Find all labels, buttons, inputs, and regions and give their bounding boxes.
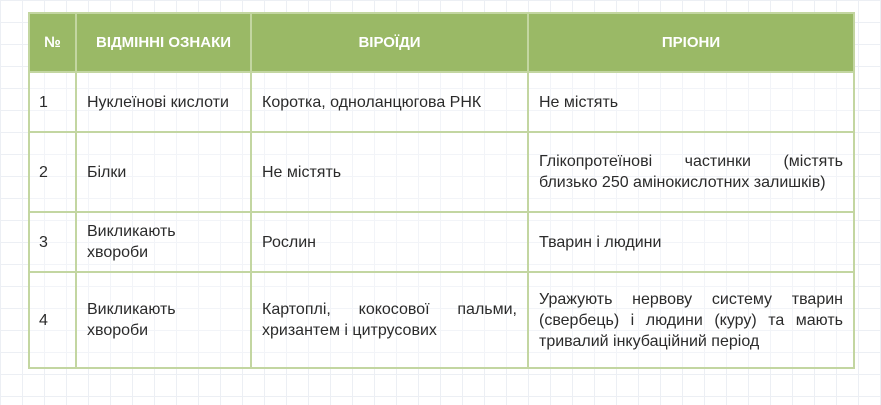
table-row: [29, 272, 854, 368]
table-row: [29, 72, 854, 132]
row-viroids: Рослин: [251, 212, 528, 272]
row-number: 1: [29, 72, 76, 132]
viroids-prions-comparison-table: [28, 12, 855, 369]
row-number: 4: [29, 272, 76, 368]
row-feature: Нуклеїнові кислоти: [76, 72, 251, 132]
table-row: [29, 132, 854, 212]
row-prions: Уражують нервову систему тварин (свербець) і людини (куру) та мають тривалий інкубаційний період: [528, 272, 854, 368]
row-feature: Викликають хвороби: [76, 272, 251, 368]
header-row: [29, 13, 854, 72]
row-viroids: Картоплі, кокосової пальми, хризантем і цитрусових: [251, 272, 528, 368]
table-body: [29, 72, 854, 368]
row-viroids: Коротка, одноланцюгова РНК: [251, 72, 528, 132]
header-prions: ПРІОНИ: [528, 13, 854, 72]
row-number: 2: [29, 132, 76, 212]
row-viroids: Не містять: [251, 132, 528, 212]
row-prions: Глікопротеїнові частинки (містять близько 250 амінокислотних залишків): [528, 132, 854, 212]
row-prions: Не містять: [528, 72, 854, 132]
table-row: [29, 212, 854, 272]
header-number: №: [29, 13, 76, 72]
row-feature: Викликають хвороби: [76, 212, 251, 272]
row-prions: Тварин і людини: [528, 212, 854, 272]
row-number: 3: [29, 212, 76, 272]
comparison-table-container: [28, 12, 853, 369]
header-viroids: ВІРОЇДИ: [251, 13, 528, 72]
table-header: [29, 13, 854, 72]
header-features: ВІДМІННІ ОЗНАКИ: [76, 13, 251, 72]
row-feature: Білки: [76, 132, 251, 212]
